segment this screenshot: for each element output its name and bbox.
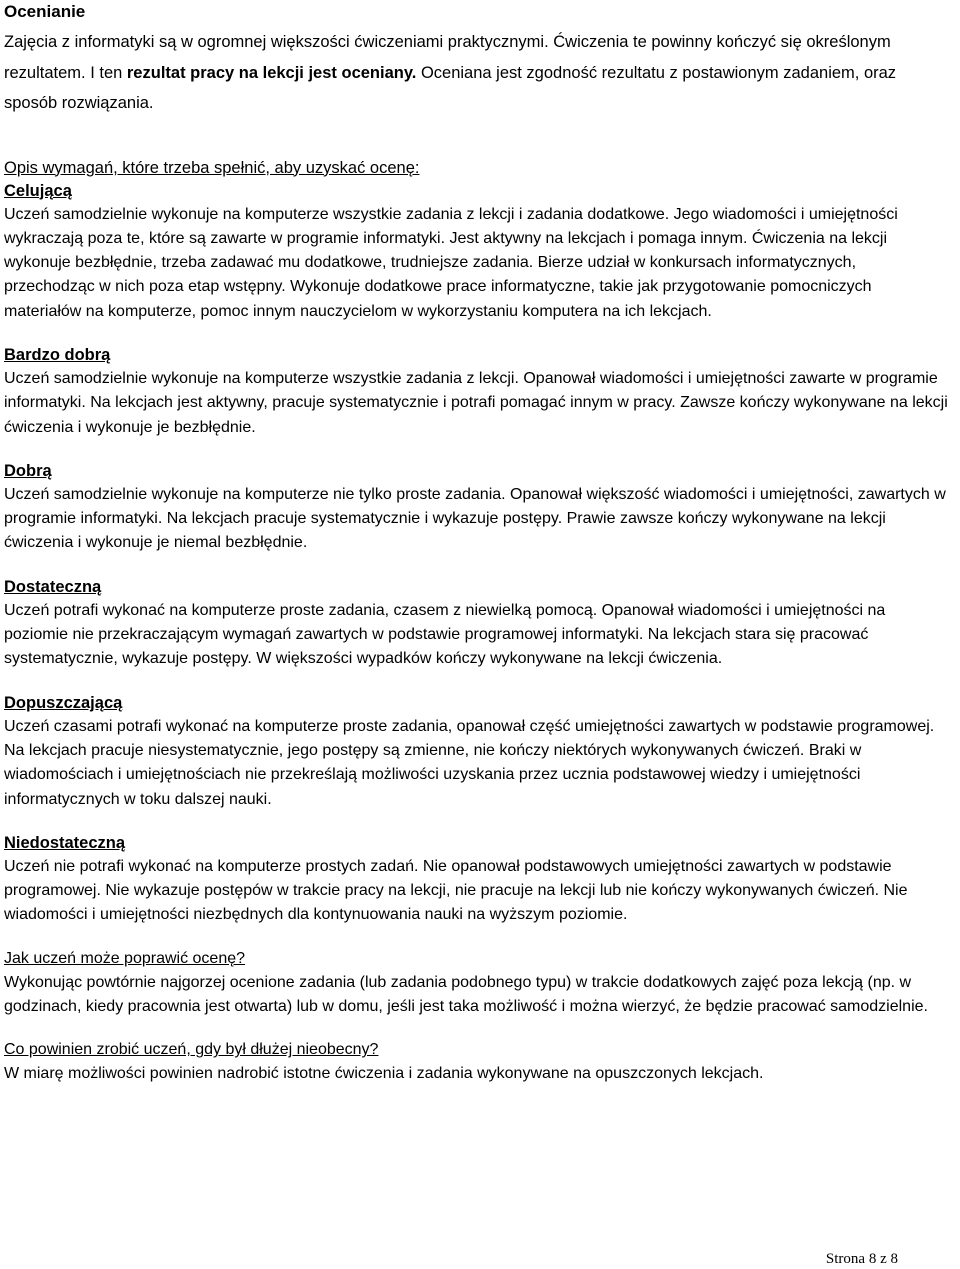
grade-description: Uczeń potrafi wykonać na komputerze proste zadania, czasem z niewielką pomocą. Opanował wiadomości i umiejętności na poziomie nie przekraczającym wymagań zawartych w podstawie programowej informatyki. Na lekcjach stara się pracować systematycznie, wykazuje postępy. W większości wypadków kończy wykonywane na lekcji ćwiczenia. <box>4 601 886 668</box>
intro-bold-text: rezultat pracy na lekcji jest oceniany. <box>126 63 417 82</box>
faq-answer: W miarę możliwości powinien nadrobić istotne ćwiczenia i zadania wykonywane na opuszczonych lekcjach. <box>4 1065 764 1083</box>
faq-section <box>4 1038 950 1086</box>
intro-paragraph <box>4 27 950 119</box>
grade-description: Uczeń samodzielnie wykonuje na komputerze wszystkie zadania z lekcji. Opanował wiadomości i umiejętności zawarte w programie informatyki. Na lekcjach jest aktywny, pracuje systematycznie i potrafi pomagać innym w pracy. Zawsze kończy wykonywane na lekcji ćwiczenia i wykonuje je bezbłędnie. <box>4 369 948 436</box>
grade-description: Uczeń samodzielnie wykonuje na komputerze wszystkie zadania z lekcji i zadania dodatkowe. Jego wiadomości i umiejętności wykraczają poza te, które są zawarte w programie informatyki. Jest aktywny na lekcjach i pomaga innym. Ćwiczenia na lekcji wykonuje bezbłędnie, trzeba zadawać mu dodatkowe, trudniejsze zadania. Bierze udział w konkursach informatycznych, przechodząc w nich poza etap wstępny. Wykonuje dodatkowe prace informatyczne, takie jak przygotowanie pomocniczych materiałów na komputerze, pomoc innym nauczycielom w wykorzystaniu komputera na ich lekcjach. <box>4 205 898 320</box>
grade-name: Celującą <box>4 181 72 200</box>
grade-name: Dobrą <box>4 461 52 480</box>
grade-name: Niedostateczną <box>4 833 126 852</box>
page-number: Strona 8 z 8 <box>825 1251 898 1267</box>
faq-section <box>4 947 950 1020</box>
grade-section <box>4 459 950 556</box>
faq-question: Jak uczeń może poprawić ocenę? <box>4 949 246 967</box>
document-page <box>4 0 950 1087</box>
grade-section <box>4 575 950 672</box>
grade-section <box>4 179 950 324</box>
grade-section <box>4 343 950 440</box>
intro-text-1: Zajęcia z informatyki są w ogromnej większości ćwiczeniami praktycznymi. Ćwiczenia te powinny kończyć się określonym rezultatem. I ten <box>4 33 891 82</box>
grade-description: Uczeń samodzielnie wykonuje na komputerze nie tylko proste zadania. Opanował większość wiadomości i umiejętności, zawartych w programie informatyki. Na lekcjach pracuje systematycznie i wykazuje postępy. Prawie zawsze kończy wykonywane na lekcji ćwiczenia i wykonuje je niemal bezbłędnie. <box>4 485 946 552</box>
grades-list <box>4 179 950 928</box>
grade-name: Dopuszczającą <box>4 693 123 712</box>
intro-text-2: Oceniana jest zgodność rezultatu z postawionym zadaniem, oraz sposób rozwiązania. <box>4 63 897 112</box>
page-title: Ocenianie <box>4 2 86 21</box>
requirements-heading: Opis wymagań, które trzeba spełnić, aby uzyskać ocenę: <box>4 158 420 177</box>
grade-section <box>4 691 950 812</box>
grade-description: Uczeń nie potrafi wykonać na komputerze prostych zadań. Nie opanował podstawowych umiejętności zawartych w podstawie programowej. Nie wykazuje postępów w trakcie pracy na lekcji, nie pracuje na lekcji lub nie kończy wykonywanych ćwiczeń. Nie wiadomości i umiejętności niezbędnych dla kontynuowania nauki na wyższym poziomie. <box>4 857 908 924</box>
grade-name: Dostateczną <box>4 577 102 596</box>
faq-question: Co powinien zrobić uczeń, gdy był dłużej nieobecny? <box>4 1041 379 1059</box>
grade-section <box>4 831 950 928</box>
grade-name: Bardzo dobrą <box>4 345 111 364</box>
faq-answer: Wykonując powtórnie najgorzej ocenione zadania (lub zadania podobnego typu) w trakcie dodatkowych zajęć poza lekcją (np. w godzinach, kiedy pracownia jest otwarta) lub w domu, jeśli jest taka możliwość i można wierzyć, że będzie pracować samodzielnie. <box>4 973 928 1016</box>
grade-description: Uczeń czasami potrafi wykonać na komputerze proste zadania, opanował część umiejętności zawartych w podstawie programowej. Na lekcjach pracuje niesystematycznie, jego postępy są zmienne, nie kończy niektórych wykonywanych ćwiczeń. Braki w wiadomościach i umiejętnościach nie przekreślają możliwości uzyskania przez ucznia podstawowej wiedzy i umiejętności informatycznych w toku dalszej nauki. <box>4 717 935 808</box>
